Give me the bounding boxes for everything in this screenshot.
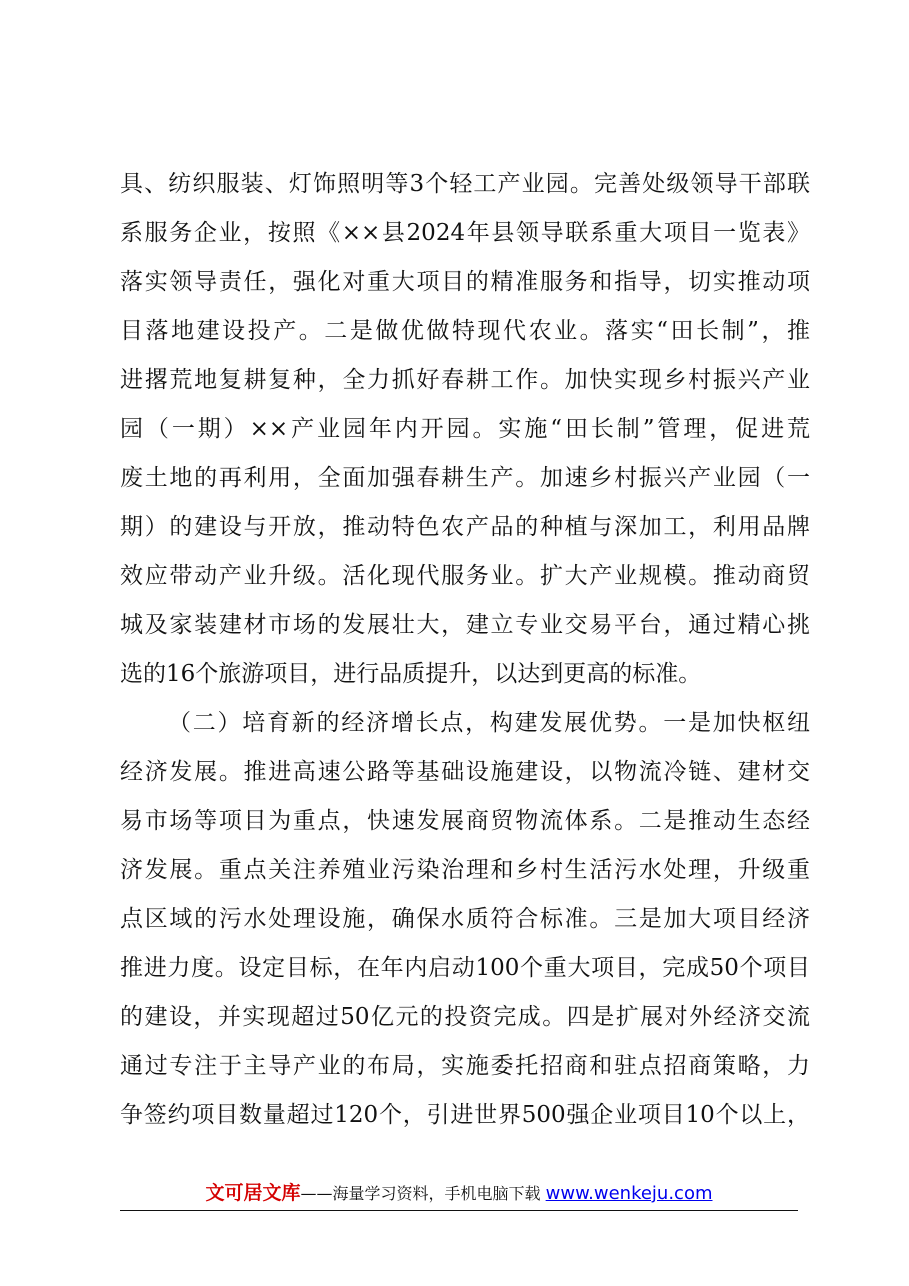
paragraph-line: 推进力度。设定目标，在年内启动100个重大项目，完成50个项目 xyxy=(120,955,810,981)
footer-tagline: ——海量学习资料，手机电脑下载 xyxy=(300,1184,541,1203)
paragraph-line: 具、纺织服装、灯饰照明等3个轻工产业园。完善处级领导干部联 xyxy=(120,171,810,197)
section-heading-line: （二）培育新的经济增长点，构建发展优势。一是加快枢纽 xyxy=(168,710,810,736)
paragraph-line: 经济发展。推进高速公路等基础设施建设，以物流冷链、建材交 xyxy=(120,759,810,785)
footer-divider xyxy=(120,1210,798,1211)
paragraph-line: 通过专注于主导产业的布局，实施委托招商和驻点招商策略，力 xyxy=(120,1053,810,1079)
footer xyxy=(120,1178,798,1212)
footer-brand: 文可居文库 xyxy=(205,1182,301,1204)
paragraph-line: 落实领导责任，强化对重大项目的精准服务和指导，切实推动项 xyxy=(120,269,810,295)
footer-link[interactable]: www.wenkeju.com xyxy=(545,1183,713,1204)
paragraph-line: 园（一期）××产业园年内开园。实施“田长制”管理，促进荒 xyxy=(120,416,810,442)
paragraph-line: 期）的建设与开放，推动特色农产品的种植与深加工，利用品牌 xyxy=(120,514,810,540)
paragraph-line: 的建设，并实现超过50亿元的投资完成。四是扩展对外经济交流 xyxy=(120,1004,810,1030)
paragraph-line: 城及家装建材市场的发展壮大，建立专业交易平台，通过精心挑 xyxy=(120,612,810,638)
paragraph-line: 进撂荒地复耕复种，全力抓好春耕工作。加快实现乡村振兴产业 xyxy=(120,367,810,393)
paragraph-line: 选的16个旅游项目，进行品质提升，以达到更高的标准。 xyxy=(120,661,702,687)
paragraph-line: 系服务企业，按照《××县2024年县领导联系重大项目一览表》 xyxy=(120,220,810,246)
paragraph-line: 点区域的污水处理设施，确保水质符合标准。三是加大项目经济 xyxy=(120,906,810,932)
paragraph-line: 济发展。重点关注养殖业污染治理和乡村生活污水处理，升级重 xyxy=(120,857,810,883)
paragraph-line: 目落地建设投产。二是做优做特现代农业。落实“田长制”，推 xyxy=(120,318,810,344)
paragraph-line: 争签约项目数量超过120个，引进世界500强企业项目10个以上， xyxy=(120,1102,810,1128)
document-body xyxy=(120,160,810,1140)
paragraph-line: 易市场等项目为重点，快速发展商贸物流体系。二是推动生态经 xyxy=(120,808,810,834)
paragraph-line: 效应带动产业升级。活化现代服务业。扩大产业规模。推动商贸 xyxy=(120,563,810,589)
paragraph-line: 废土地的再利用，全面加强春耕生产。加速乡村振兴产业园（一 xyxy=(120,465,810,491)
